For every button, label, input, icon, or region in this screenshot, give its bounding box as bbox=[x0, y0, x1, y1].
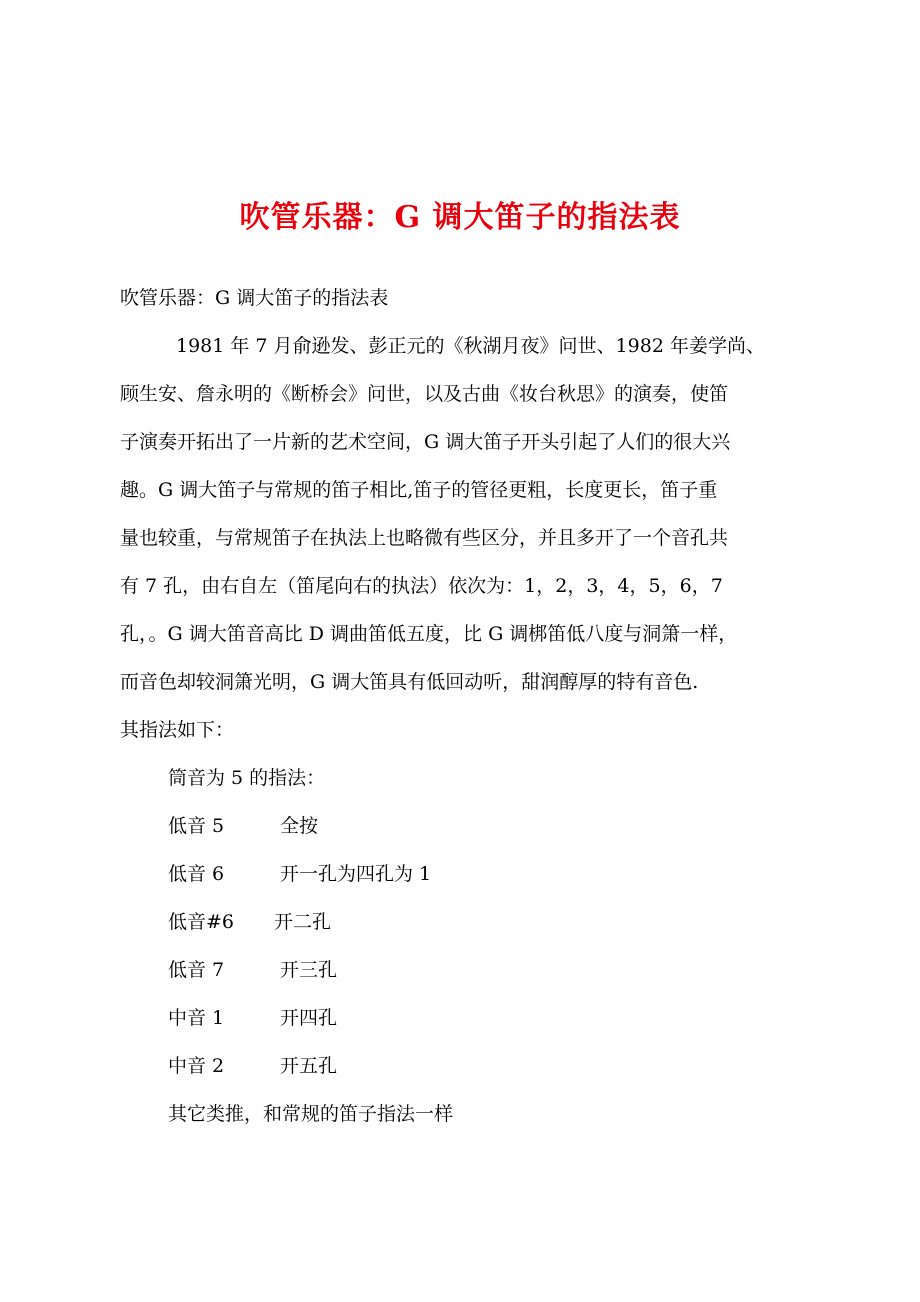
paragraph-line: 顾生安、詹永明的《断桥会》问世，以及古曲《妆台秋思》的演奏，使笛 bbox=[120, 383, 729, 405]
fingering-note: 低音 7 bbox=[168, 959, 225, 981]
paragraph-line: 量也较重，与常规笛子在执法上也略微有些区分，并且多开了一个音孔共 bbox=[120, 527, 729, 549]
fingering-footer-text: 其它类推，和常规的笛子指法一样 bbox=[168, 1103, 454, 1125]
fingering-action: 开二孔 bbox=[274, 911, 332, 933]
fingering-heading bbox=[168, 754, 453, 802]
fingering-action: 开一孔为四孔为 1 bbox=[280, 863, 432, 885]
document-subtitle: 吹管乐器：G 调大笛子的指法表 bbox=[120, 287, 389, 309]
paragraph-line: 孔，。G 调大笛音高比 D 调曲笛低五度，比 G 调梆笛低八度与洞箫一样， bbox=[120, 623, 738, 645]
fingering-row bbox=[168, 850, 453, 898]
paragraph-line: 子演奏开拓出了一片新的艺术空间，G 调大笛子开头引起了人们的很大兴 bbox=[120, 431, 731, 453]
paragraph-line: 而音色却较洞箫光明，G 调大笛具有低回动听，甜润醇厚的特有音色. bbox=[120, 671, 699, 693]
fingering-row bbox=[168, 1042, 453, 1090]
fingering-action: 全按 bbox=[280, 815, 319, 837]
intro-paragraph bbox=[120, 322, 810, 706]
fingering-row bbox=[168, 994, 453, 1042]
fingering-row bbox=[168, 898, 453, 946]
fingering-action: 开四孔 bbox=[280, 1007, 338, 1029]
fingering-note: 低音 6 bbox=[168, 863, 225, 885]
fingering-action: 开五孔 bbox=[280, 1055, 338, 1077]
fingering-note: 中音 1 bbox=[168, 1007, 225, 1029]
fingering-row bbox=[168, 946, 453, 994]
fingering-note: 中音 2 bbox=[168, 1055, 225, 1077]
fingering-footer bbox=[168, 1090, 453, 1138]
document-title: 吹管乐器：G 调大笛子的指法表 bbox=[239, 200, 681, 235]
fingering-list bbox=[168, 754, 453, 1138]
paragraph-line: 趣。G 调大笛子与常规的笛子相比,笛子的管径更粗，长度更长，笛子重 bbox=[120, 479, 718, 501]
fingering-intro: 其指法如下： bbox=[120, 719, 235, 741]
fingering-note: 低音#6 bbox=[168, 911, 235, 933]
paragraph-line: 1981 年 7 月俞逊发、彭正元的《秋湖月夜》问世、1982 年姜学尚、 bbox=[176, 335, 765, 357]
fingering-note: 低音 5 bbox=[168, 815, 225, 837]
fingering-action: 开三孔 bbox=[280, 959, 338, 981]
paragraph-line: 有 7 孔，由右自左（笛尾向右的执法）依次为：1，2，3，4，5，6，7 bbox=[120, 575, 723, 597]
fingering-heading-text: 筒音为 5 的指法： bbox=[168, 767, 326, 789]
fingering-row bbox=[168, 802, 453, 850]
